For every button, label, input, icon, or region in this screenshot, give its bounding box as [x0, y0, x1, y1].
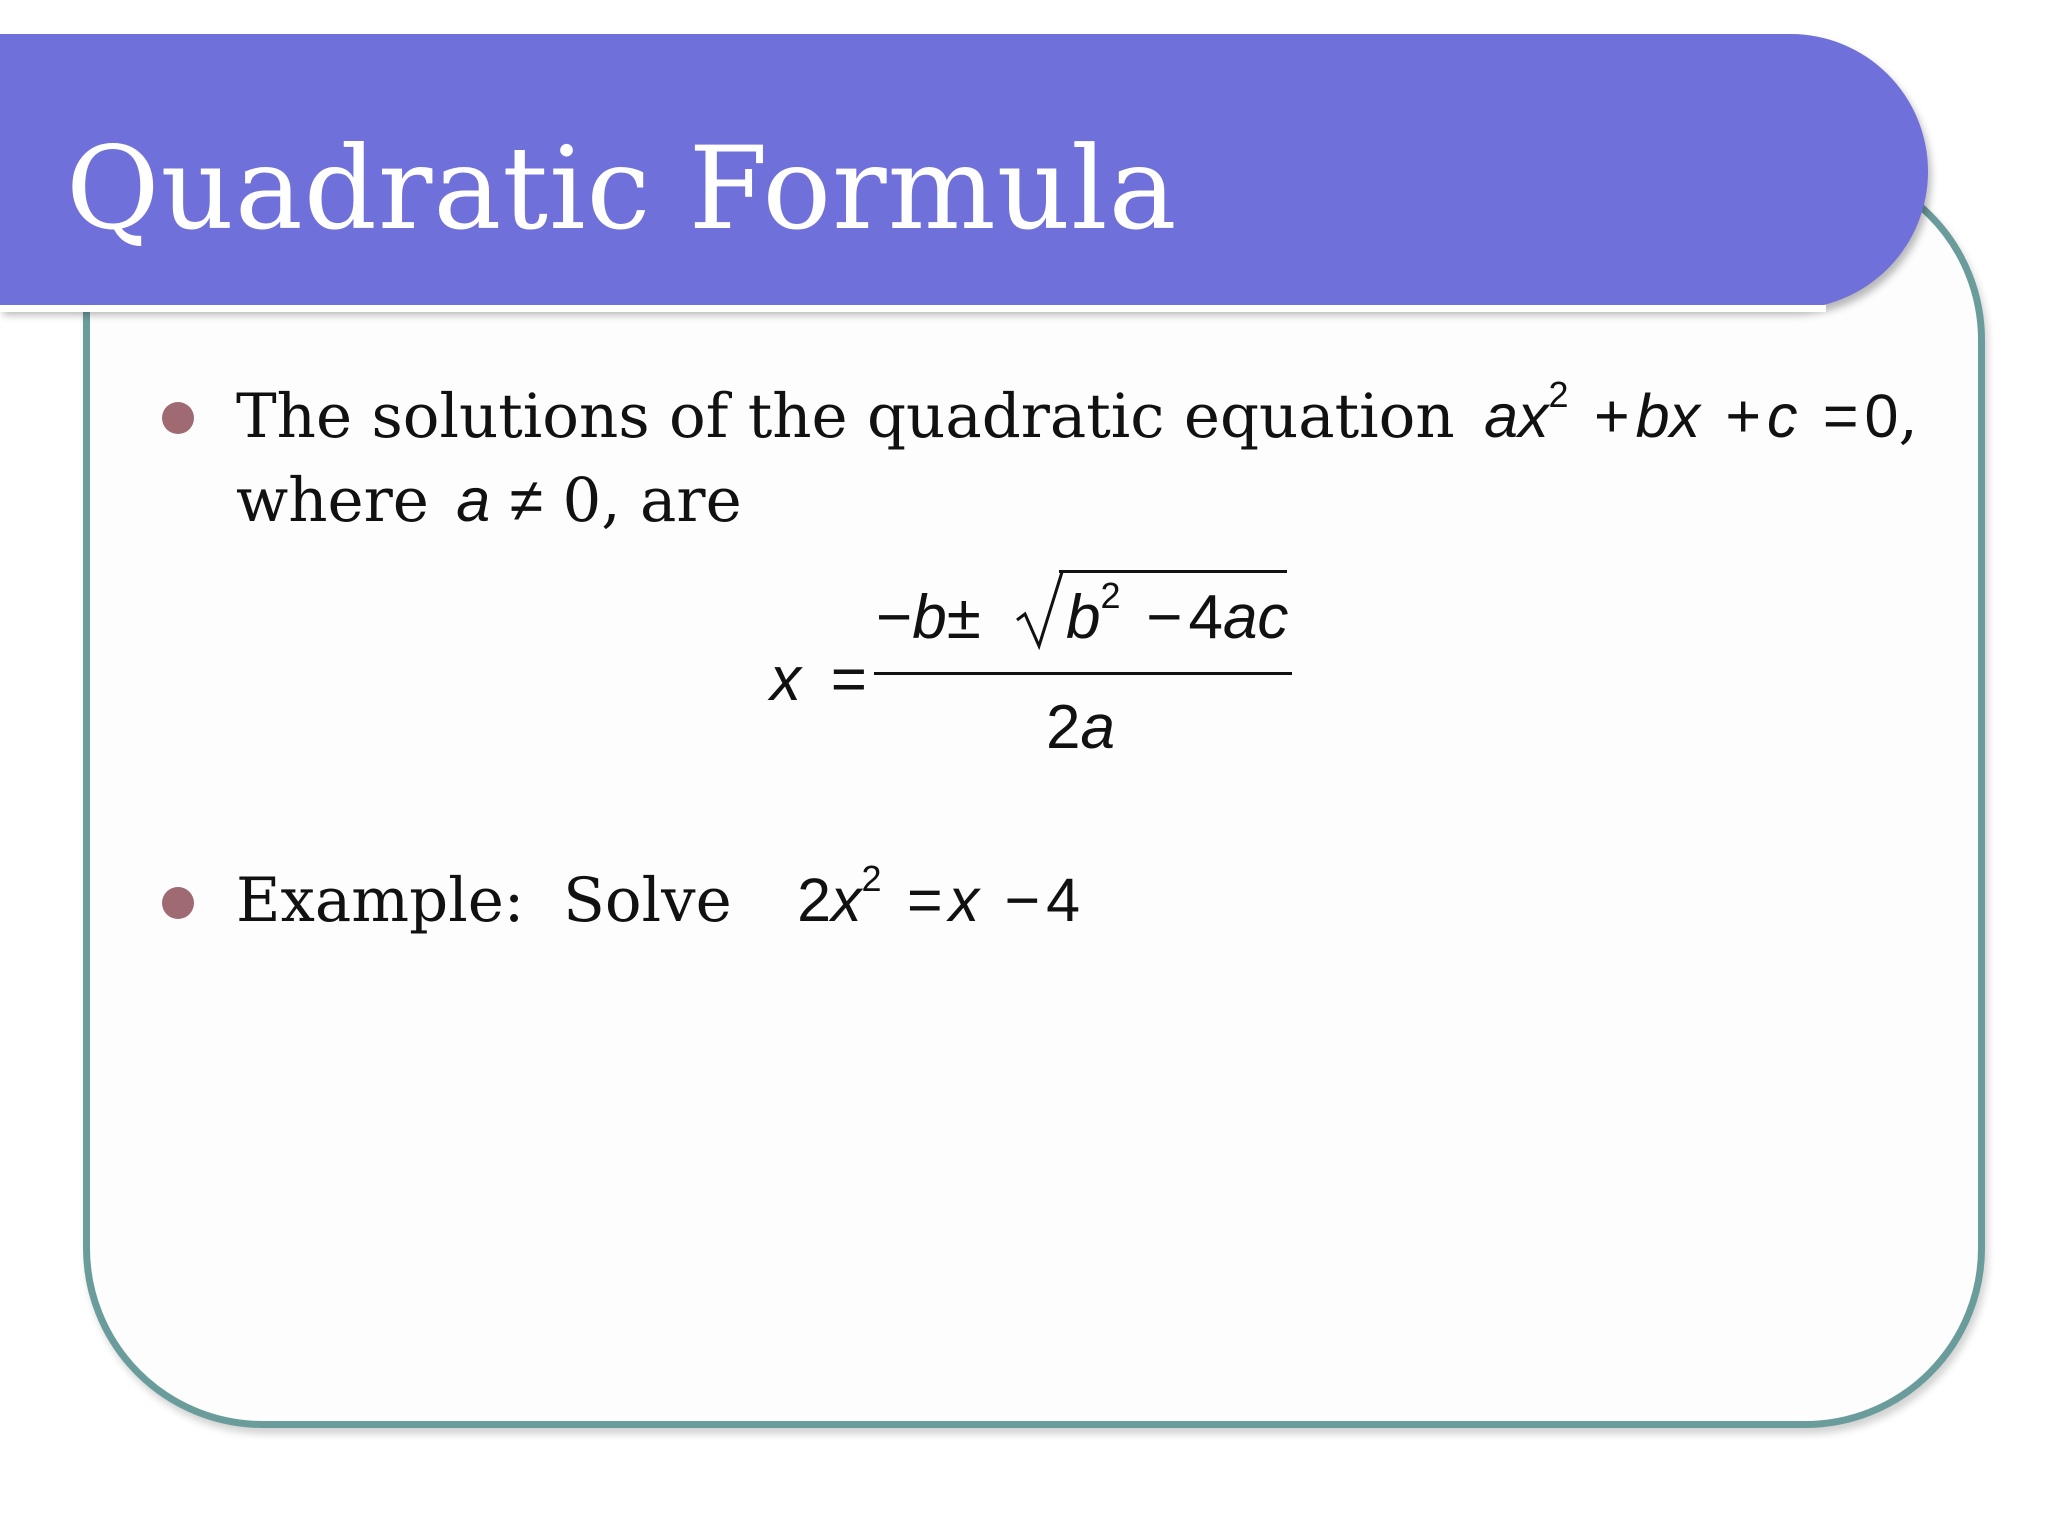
condition-not-equal: ≠ — [509, 466, 544, 534]
content-frame — [83, 160, 1985, 1428]
bullet-1-line-2 — [236, 465, 742, 536]
eq-zero: 0 — [1864, 382, 1899, 450]
radicand-ac: ac — [1222, 583, 1289, 652]
eq-c: c — [1767, 382, 1798, 450]
square-root-icon — [1015, 570, 1065, 650]
condition-a: a — [456, 466, 491, 534]
bullet-2-line — [236, 858, 1081, 936]
eq-plus: + — [1725, 382, 1762, 450]
example-minus: − — [1004, 866, 1041, 934]
numerator-minus: − — [876, 583, 913, 652]
bullet-1-text: The solutions of the quadratic equation — [236, 381, 1455, 452]
example-label: Example: Solve — [236, 865, 732, 936]
formula-equals: = — [830, 645, 867, 714]
eq-exponent: 2 — [1548, 374, 1569, 415]
quadratic-formula — [770, 560, 1300, 760]
example-exponent: 2 — [861, 858, 882, 899]
radicand-exponent: 2 — [1100, 575, 1121, 616]
example-constant: 4 — [1046, 866, 1081, 934]
eq-b: b — [1635, 382, 1670, 450]
example-x: x — [831, 866, 862, 934]
slide-title: Quadratic Formula — [66, 122, 1178, 255]
example-equals: = — [906, 866, 943, 934]
formula-radicand — [1066, 575, 1289, 653]
bullet-1-are: 0, are — [562, 465, 742, 536]
title-bar — [0, 34, 1928, 309]
formula-x: x — [770, 645, 801, 714]
radicand-four: 4 — [1188, 583, 1223, 652]
eq-equals: = — [1822, 382, 1859, 450]
bullet-marker — [162, 887, 194, 919]
formula-denominator — [1046, 690, 1115, 763]
eq-comma: , — [1898, 381, 1918, 452]
bullet-1-where: where — [236, 465, 429, 536]
eq-x: x — [1669, 382, 1701, 450]
radical-bar — [1059, 570, 1287, 573]
bullet-1-line-1 — [236, 374, 1918, 452]
radicand-minus: − — [1146, 583, 1183, 652]
denominator-two: 2 — [1046, 693, 1081, 762]
denominator-a: a — [1080, 693, 1115, 762]
equation-inline — [1484, 374, 1918, 452]
formula-lhs — [770, 642, 867, 715]
eq-a: a — [1484, 382, 1519, 450]
numerator-b: b — [912, 583, 947, 652]
formula-numerator — [876, 580, 981, 653]
example-equation — [797, 858, 1081, 936]
numerator-plus-minus: ± — [946, 583, 981, 652]
title-underline — [0, 305, 1826, 312]
eq-plus: + — [1593, 382, 1630, 450]
bullet-marker — [162, 402, 194, 434]
eq-x: x — [1518, 382, 1549, 450]
example-rhs-x: x — [948, 866, 980, 934]
example-coef: 2 — [797, 866, 832, 934]
radicand-b: b — [1066, 583, 1101, 652]
fraction-bar — [874, 672, 1292, 675]
